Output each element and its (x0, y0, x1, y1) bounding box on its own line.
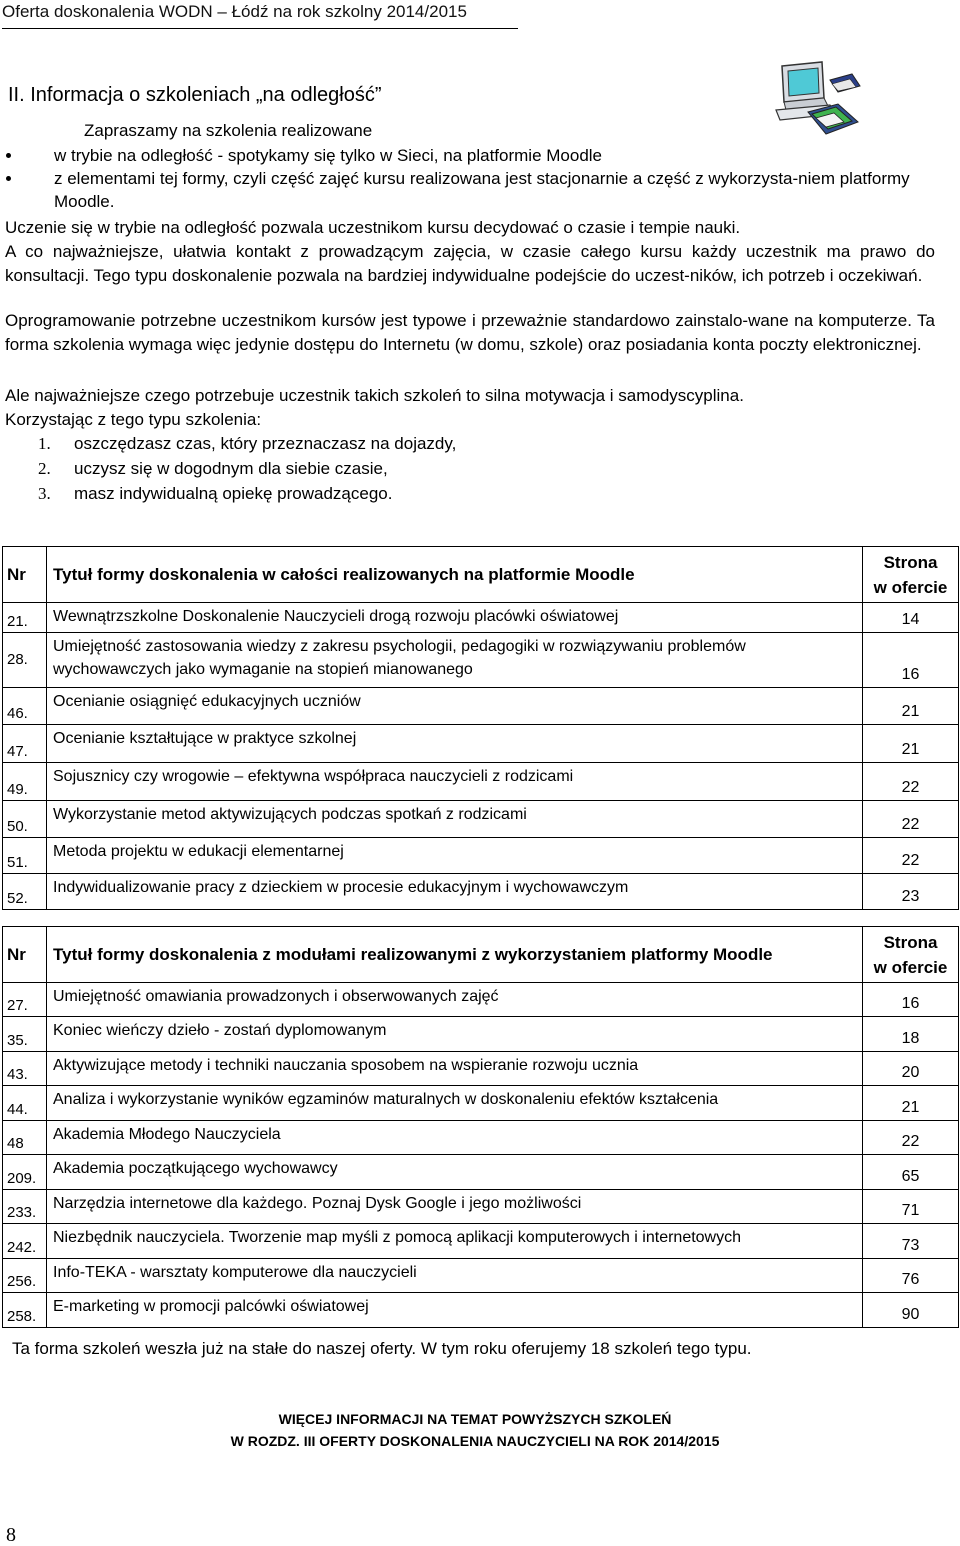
row-title: Ocenianie osiągnięć edukacyjnych uczniów (47, 688, 863, 725)
row-page: 21 (863, 725, 959, 763)
section-title: II. Informacja o szkoleniach „na odległość” (8, 84, 382, 106)
row-title: Indywidualizowanie pracy z dzieckiem w procesie edukacyjnym i wychowawczym (47, 874, 863, 910)
page-number: 8 (6, 1524, 16, 1546)
more-info-line1: WIĘCEJ INFORMACJI NA TEMAT POWYŻSZYCH SZKOLEŃ (278, 1411, 672, 1427)
row-nr: 256. (3, 1259, 47, 1293)
table-row (3, 603, 959, 633)
paragraph-intro: Uczenie się w trybie na odległość pozwala uczestnikom kursu decydować o czasie i tempie nauki. (5, 218, 741, 237)
table-row (3, 1155, 959, 1190)
computer-with-books-icon (772, 60, 864, 138)
row-title: Akademia początkującego wychowawcy (47, 1155, 863, 1190)
row-page: 65 (863, 1155, 959, 1190)
list-text: uczysz się w dogodnym dla siebie czasie, (74, 459, 388, 478)
table-row (3, 1224, 959, 1259)
list-item (38, 456, 456, 481)
list-text: oszczędzasz czas, który przeznaczasz na dojazdy, (74, 434, 457, 453)
table-row (3, 1052, 959, 1086)
list-item: w trybie na odległość - spotykamy się tylko w Sieci, na platformie Moodle (0, 144, 940, 167)
table-row (3, 1121, 959, 1155)
table-row (3, 1293, 959, 1328)
paragraph-software: Oprogramowanie potrzebne uczestnikom kursów jest typowe i przeważnie standardowo zainstalo-wane na komputerze. Ta forma szkolenia wymaga więc jedynie dostępu do Internetu (w domu, szkole) oraz posiadania konta poczty elektronicznej. (5, 311, 935, 354)
moodle-courses-table (2, 546, 959, 910)
row-title: Wykorzystanie metod aktywizujących podczas spotkań z rodzicami (47, 801, 863, 838)
closing-statement: Ta forma szkoleń weszła już na stałe do naszej oferty. W tym roku oferujemy 18 szkoleń tego typu. (12, 1339, 752, 1358)
column-header-page (863, 547, 959, 603)
row-nr: 51. (3, 838, 47, 874)
column-header-nr: Nr (3, 547, 47, 603)
table-row (3, 983, 959, 1017)
row-page: 22 (863, 801, 959, 838)
table-header-row (3, 547, 959, 603)
row-page: 16 (863, 983, 959, 1017)
row-nr: 35. (3, 1017, 47, 1052)
row-title: Wewnątrzszkolne Doskonalenie Nauczycieli drogą rozwoju placówki oświatowej (47, 603, 863, 633)
row-title: Aktywizujące metody i techniki nauczania sposobem na wspieranie rozwoju ucznia (47, 1052, 863, 1086)
row-title: Metoda projektu w edukacji elementarnej (47, 838, 863, 874)
table-row (3, 1017, 959, 1052)
row-page: 21 (863, 688, 959, 725)
row-nr: 44. (3, 1086, 47, 1121)
table-row (3, 1086, 959, 1121)
row-page: 14 (863, 603, 959, 633)
column-header-title: Tytuł formy doskonalenia z modułami realizowanymi z wykorzystaniem platformy Moodle (47, 927, 863, 983)
more-info-line2: W ROZDZ. III OFERTY DOSKONALENIA NAUCZYCIELI NA ROK 2014/2015 (230, 1433, 720, 1449)
row-nr: 28. (3, 633, 47, 688)
table-row (3, 725, 959, 763)
row-page: 22 (863, 1121, 959, 1155)
benefits-list (38, 431, 456, 506)
list-number: 1. (38, 434, 51, 453)
row-nr: 49. (3, 763, 47, 801)
paragraph-motivation: Ale najważniejsze czego potrzebuje uczestnik takich szkoleń to silna motywacja i samodyscyplina. (5, 386, 744, 405)
header-page-line2: w ofercie (873, 957, 948, 977)
page-header: Oferta doskonalenia WODN – Łódź na rok szkolny 2014/2015 (2, 0, 518, 29)
column-header-page (863, 927, 959, 983)
row-title: Niezbędnik nauczyciela. Tworzenie map myśli z pomocą aplikacji komputerowych i internetowych (47, 1224, 863, 1259)
row-title: Koniec wieńczy dzieło - zostań dyplomowanym (47, 1017, 863, 1052)
row-title: Analiza i wykorzystanie wyników egzaminów maturalnych w doskonaleniu efektów kształcenia (47, 1086, 863, 1121)
row-nr: 47. (3, 725, 47, 763)
column-header-nr: Nr (3, 927, 47, 983)
row-title: Info-TEKA - warsztaty komputerowe dla nauczycieli (47, 1259, 863, 1293)
table-row (3, 874, 959, 910)
intro-heading: Zapraszamy na szkolenia realizowane (84, 121, 373, 140)
paragraph-contact: A co najważniejsze, ułatwia kontakt z prowadzącym zajęcia, w czasie całego kursu każdy uczestnik ma prawo do konsultacji. Tego typu doskonalenie pozwala na bardziej indywidualne podejście do uczest-ników, ich potrzeb i oczekiwań. (5, 242, 935, 285)
header-page-line2: w ofercie (873, 577, 948, 597)
row-nr: 27. (3, 983, 47, 1017)
row-title: Umiejętność omawiania prowadzonych i obserwowanych zajęć (47, 983, 863, 1017)
table-row (3, 1190, 959, 1224)
table-row (3, 838, 959, 874)
row-page: 16 (863, 633, 959, 688)
header-page-line1: Strona (883, 552, 938, 572)
delivery-modes-list (0, 144, 940, 213)
list-number: 3. (38, 484, 51, 503)
row-page: 22 (863, 838, 959, 874)
row-title: Narzędzia internetowe dla każdego. Poznaj Dysk Google i jego możliwości (47, 1190, 863, 1224)
row-page: 20 (863, 1052, 959, 1086)
list-item (38, 431, 456, 456)
row-page: 90 (863, 1293, 959, 1328)
row-title: Akademia Młodego Nauczyciela (47, 1121, 863, 1155)
table-row (3, 763, 959, 801)
row-page: 22 (863, 763, 959, 801)
row-page: 73 (863, 1224, 959, 1259)
header-page-line1: Strona (883, 932, 938, 952)
row-nr: 50. (3, 801, 47, 838)
paragraph-benefits-lead: Korzystając z tego typu szkolenia: (5, 410, 262, 429)
row-nr: 21. (3, 603, 47, 633)
list-item (38, 481, 456, 506)
list-item: z elementami tej formy, czyli część zajęć kursu realizowana jest stacjonarnie a część z wykorzysta-niem platformy Moodle. (0, 167, 940, 213)
table-header-row (3, 927, 959, 983)
row-nr: 48 (3, 1121, 47, 1155)
row-nr: 233. (3, 1190, 47, 1224)
column-header-title: Tytuł formy doskonalenia w całości realizowanych na platformie Moodle (47, 547, 863, 603)
row-title: Sojusznicy czy wrogowie – efektywna współpraca nauczycieli z rodzicami (47, 763, 863, 801)
row-nr: 209. (3, 1155, 47, 1190)
blended-courses-table (2, 926, 959, 1328)
row-page: 18 (863, 1017, 959, 1052)
row-nr: 258. (3, 1293, 47, 1328)
row-nr: 52. (3, 874, 47, 910)
row-title: E-marketing w promocji palcówki oświatowej (47, 1293, 863, 1328)
row-title: Ocenianie kształtujące w praktyce szkolnej (47, 725, 863, 763)
row-page: 76 (863, 1259, 959, 1293)
row-nr: 242. (3, 1224, 47, 1259)
list-number: 2. (38, 459, 51, 478)
table-row (3, 801, 959, 838)
table-row (3, 688, 959, 725)
table-row (3, 1259, 959, 1293)
row-page: 23 (863, 874, 959, 910)
row-page: 21 (863, 1086, 959, 1121)
row-title: Umiejętność zastosowania wiedzy z zakresu psychologii, pedagogiki w rozwiązywaniu problemów wychowawczych jako wymaganie na stopień mianowanego (47, 633, 863, 688)
row-nr: 46. (3, 688, 47, 725)
row-page: 71 (863, 1190, 959, 1224)
list-text: masz indywidualną opiekę prowadzącego. (74, 484, 393, 503)
row-nr: 43. (3, 1052, 47, 1086)
table-row (3, 633, 959, 688)
